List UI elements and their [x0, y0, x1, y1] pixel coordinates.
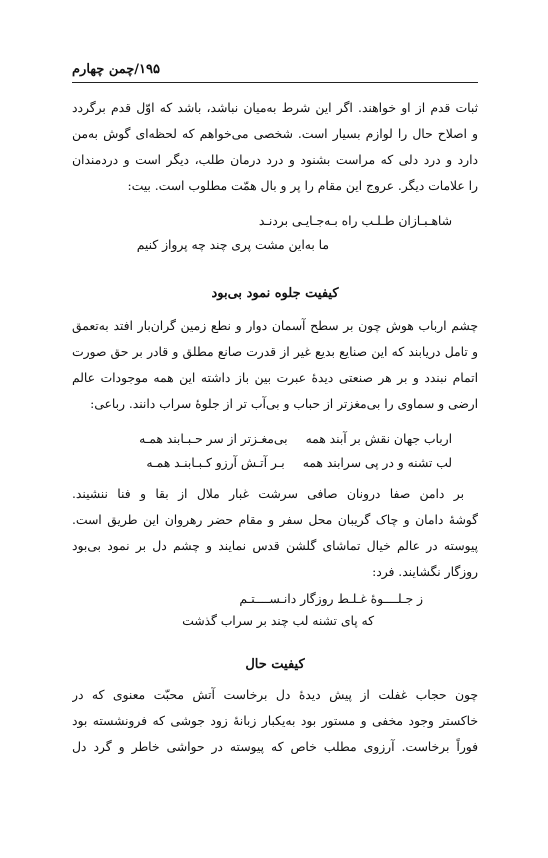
text-line: چون حجاب غفلت از پیش دیدهٔ دل برخاست آتش محبّت معنوی که در [72, 688, 478, 702]
text-line: روزگار نگشایند. فرد: [372, 565, 478, 579]
text-line: ثبات قدم از او خواهند. اگر این شرط به‌میان نباشد، باشد که اوّل قدم برگردد [72, 101, 478, 115]
rubai-line-2 [146, 456, 452, 470]
page-number-label: ۱۹۵/چمن چهارم [72, 62, 160, 77]
text-line: را علامات دیگر. عروج این مقام را پر و بال همّت مطلوب است. بیت: [127, 179, 478, 193]
paragraph-1 [72, 95, 478, 199]
text-line: گوشهٔ دامان و چاک گریبان محل سفر و مقام حضر رهروان این طریق است. [72, 513, 478, 527]
section-heading-2: کیفیت حال [245, 657, 305, 672]
text-line: ارضی و سماوی را بی‌مغزتر از حباب و بی‌آب تر از جلوهٔ سراب دانند. رباعی: [90, 397, 478, 411]
paragraph-2 [72, 313, 478, 417]
rubai-hemistich: لب تشنه و در پی سرابند همه [302, 456, 452, 470]
text-line: دارد و درد دلی که مراست بشنود و درد درمان طلب، دیگر است و دردمندان [72, 153, 478, 167]
verse-1-line-2: ما به‌این مشت پری چند چه پرواز کنیم [136, 238, 329, 252]
text-line: و تامل دریابند که این صنایع بدیع غیر از قدرت صانع مطلق و قادر بر حق صورت [72, 345, 478, 359]
page-header [72, 62, 478, 83]
text-line: چشم ارباب هوش چون بر سطح آسمان دوار و نطع زمین گران‌بار افتد به‌تعمق [72, 319, 478, 333]
paragraph-3 [72, 481, 478, 585]
rubai-line-1 [139, 432, 452, 446]
text-line: فوراً برخاست. آرزوی مطلب خاص که پیوسته در حواشی خاطر و گرد دل [72, 740, 478, 754]
rubai-hemistich: بـر آتـش آرزو کـبـابنـد همـه [146, 456, 285, 470]
text-line: خاکستر وجود مخفی و مستور بود به‌یکبار زبانهٔ زود جوشی که فرونشسته بود [72, 714, 478, 728]
verse-2-line-2: که پای تشنه لب چند بر سراب گذشت [182, 614, 374, 628]
section-heading-1: کیفیت جلوه نمود بی‌بود [211, 286, 339, 301]
text-line: پیوسته در عالم خیال تماشای گلشن قدس نمایند و چشم دل بر نمود بی‌بود [72, 539, 478, 553]
verse-2-line-1: ز جـلــــوهٔ غـلـط روزگار دانـســــتـم [239, 592, 423, 606]
rubai-hemistich: بی‌مغـزتر از سر حـبـابند همـه [139, 432, 288, 446]
verse-1-line-1: شاهـبـازان طـلـب راه بـه‌جـایـی بردنـد [258, 214, 452, 228]
text-line: اتمام نبندد و بر هر صنعتی دیدهٔ عبرت بین باز داشته این همه موجودات عالم [72, 371, 478, 385]
text-line: و اصلاح حال را لوازم بسیار است. شخصی می‌خواهم که لحظه‌ای گوش به‌من [72, 127, 478, 141]
paragraph-4 [72, 682, 478, 760]
text-line: بر دامن صفا درونان صافی سرشت غبار ملال از بقا و فنا ننشیند. [72, 487, 464, 501]
rubai-hemistich: ارباب جهان نقش بر آبند همه [305, 432, 452, 446]
